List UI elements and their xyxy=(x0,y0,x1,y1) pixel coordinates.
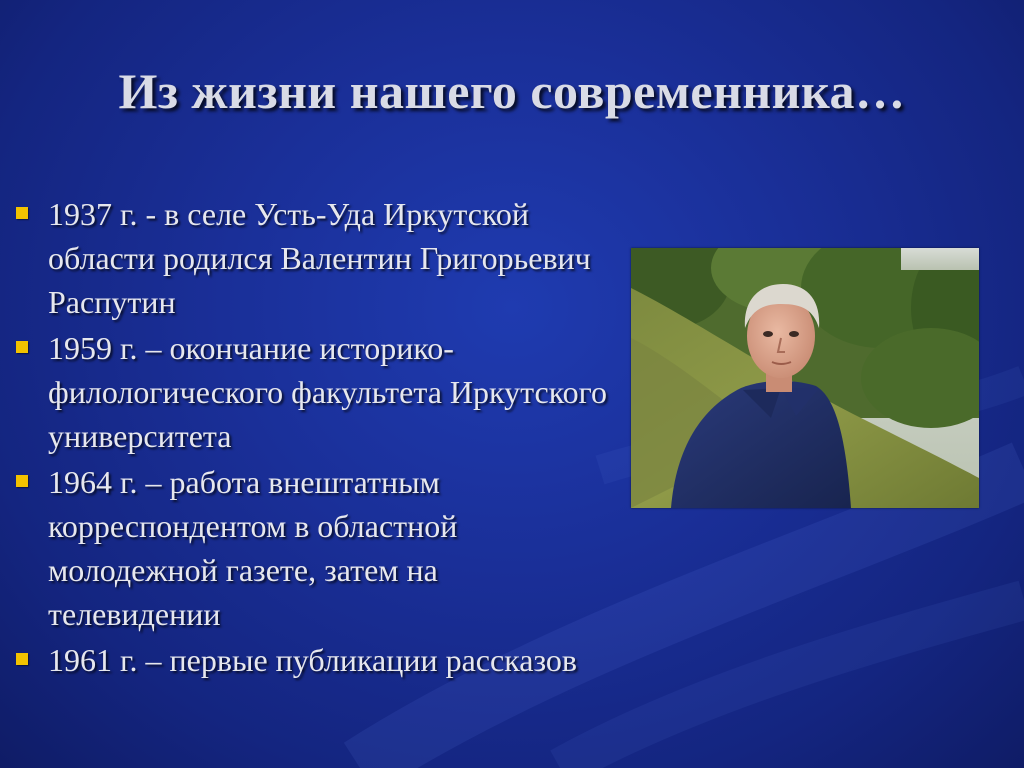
bullet-item xyxy=(14,192,614,324)
square-bullet-icon xyxy=(16,207,28,219)
bullet-item xyxy=(14,638,614,682)
portrait-photo xyxy=(631,248,979,508)
bullet-list xyxy=(14,192,614,684)
square-bullet-icon xyxy=(16,341,28,353)
square-bullet-icon xyxy=(16,653,28,665)
bullet-text: 1959 г. – окончание историко-филологического факультета Иркутского университета xyxy=(48,330,607,454)
bullet-text: 1937 г. - в селе Усть-Уда Иркутской области родился Валентин Григорьевич Распутин xyxy=(48,196,591,320)
bullet-item xyxy=(14,326,614,458)
bullet-item xyxy=(14,460,614,636)
square-bullet-icon xyxy=(16,475,28,487)
slide-title: Из жизни нашего современника… xyxy=(118,63,906,119)
bullet-text: 1961 г. – первые публикации рассказов xyxy=(48,642,578,678)
portrait-photo-illustration xyxy=(631,248,979,508)
bullet-text: 1964 г. – работа внештатным корреспондентом в областной молодежной газете, затем на телевидении xyxy=(48,464,458,632)
